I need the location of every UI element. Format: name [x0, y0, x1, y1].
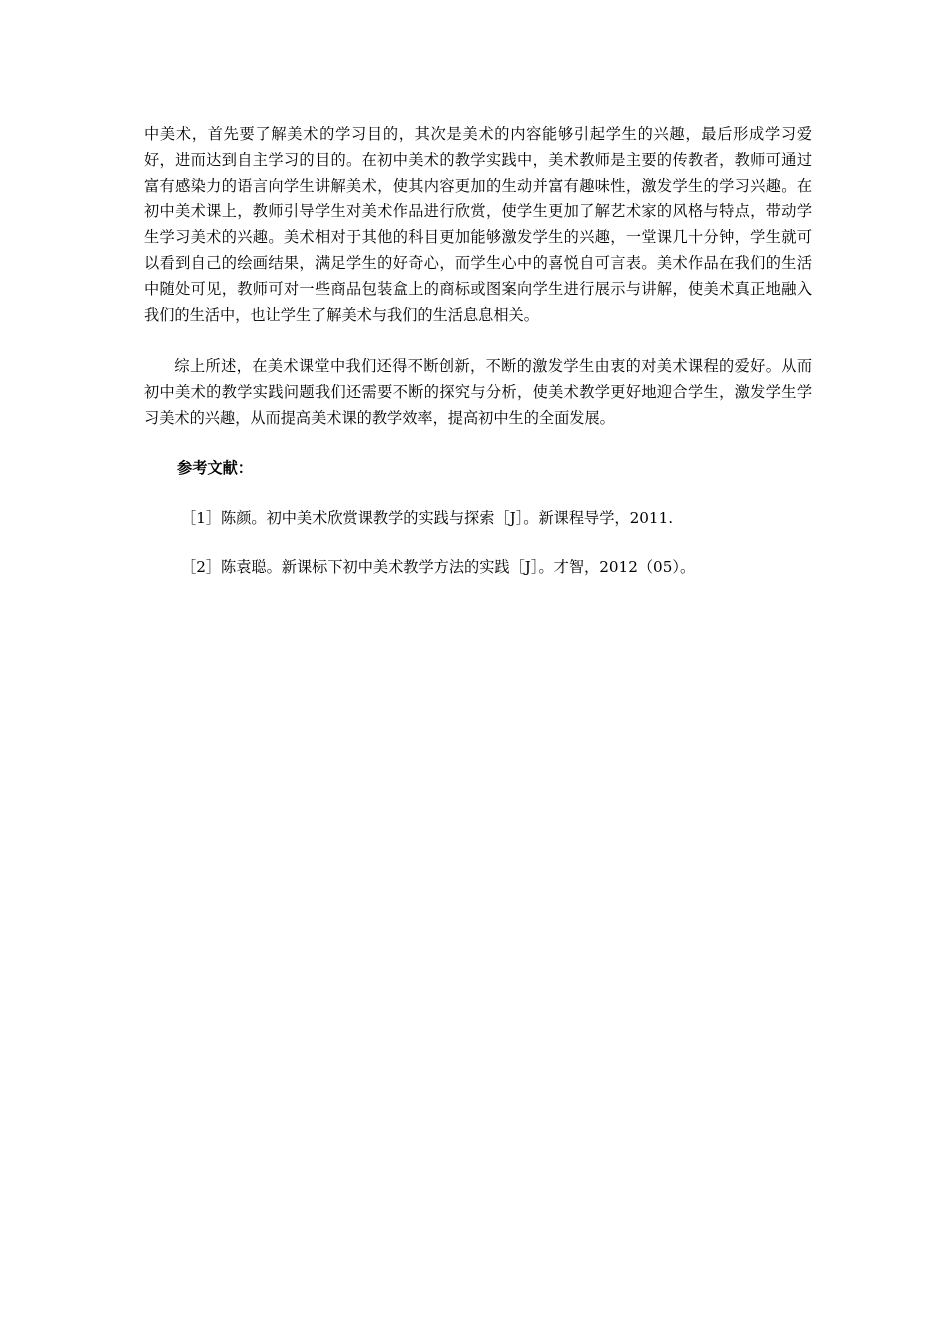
document-page	[144, 122, 812, 581]
body-paragraph-1: 中美术，首先要了解美术的学习目的，其次是美术的内容能够引起学生的兴趣，最后形成学习爱好，进而达到自主学习的目的。在初中美术的教学实践中，美术教师是主要的传教者，教师可通过富有感染力的语言向学生讲解美术，使其内容更加的生动并富有趣味性，激发学生的学习兴趣。在初中美术课上，教师引导学生对美术作品进行欣赏，使学生更加了解艺术家的风格与特点，带动学生学习美术的兴趣。美术相对于其他的科目更加能够激发学生的兴趣，一堂课几十分钟，学生就可以看到自己的绘画结果，满足学生的好奇心，而学生心中的喜悦自可言表。美术作品在我们的生活中随处可见，教师可对一些商品包装盒上的商标或图案向学生进行展示与讲解，使美术真正地融入我们的生活中，也让学生了解美术与我们的生活息息相关。	[144, 125, 812, 324]
reference-item-1: ［1］陈颜。初中美术欣赏课教学的实践与探索［J］。新课程导学，2011.	[181, 508, 674, 527]
reference-item-2: ［2］陈袁聪。新课标下初中美术教学方法的实践［J］。才智，2012（05）。	[181, 558, 696, 577]
body-paragraph-2: 综上所述，在美术课堂中我们还得不断创新，不断的激发学生由衷的对美术课程的爱好。从而初中美术的教学实践问题我们还需要不断的探究与分析，使美术教学更好地迎合学生，激发学生学习美术的兴趣，从而提高美术课的教学效率，提高初中生的全面发展。	[144, 357, 812, 427]
references-title: 参考文献：	[177, 458, 253, 477]
